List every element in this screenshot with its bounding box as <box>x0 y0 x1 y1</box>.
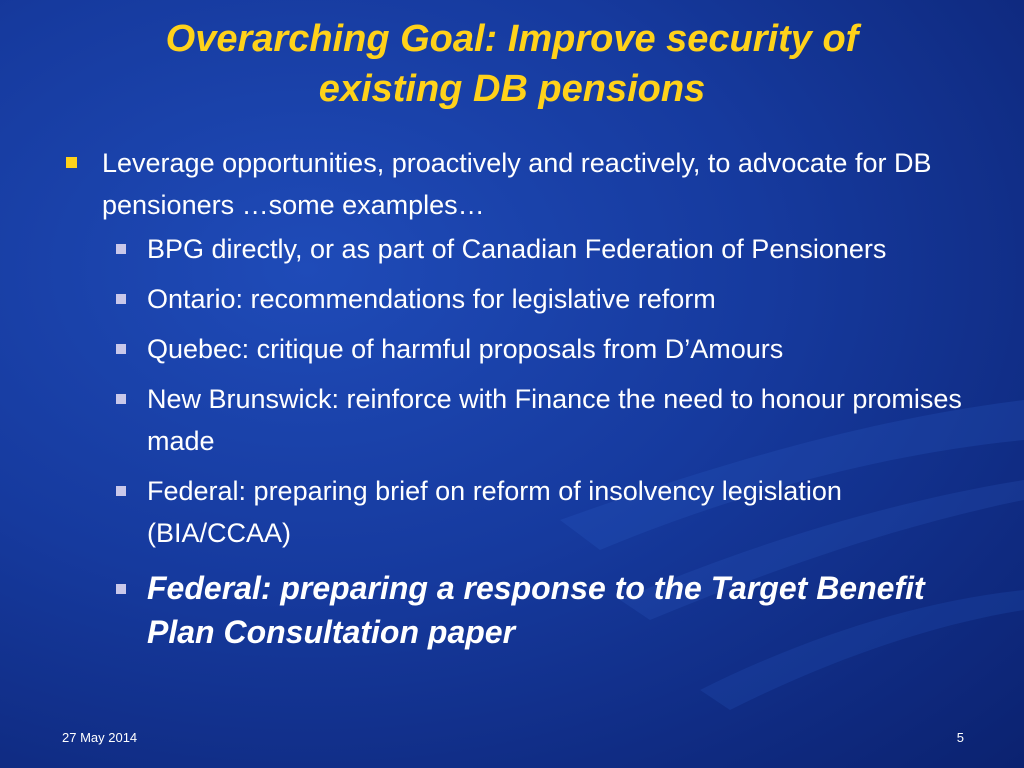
sub-bullet-item-emphasized <box>109 566 984 654</box>
sub-bullet-text: Ontario: recommendations for legislative reform <box>147 284 716 314</box>
sub-bullet-text: Federal: preparing a response to the Target Benefit Plan Consultation paper <box>147 570 925 650</box>
main-bullet-point <box>64 142 984 226</box>
square-bullet-icon <box>116 294 126 304</box>
footer-date: 27 May 2014 <box>62 730 138 745</box>
main-bullet-text: Leverage opportunities, proactively and reactively, to advocate for DB pensioners …some examples… <box>102 148 932 220</box>
slide-number: 5 <box>956 730 964 745</box>
sub-bullet-text: Quebec: critique of harmful proposals from D’Amours <box>147 334 784 364</box>
slide-title <box>40 14 984 114</box>
square-bullet-icon <box>116 584 126 594</box>
sub-bullet-item <box>109 470 984 554</box>
sub-bullet-item <box>109 328 984 370</box>
sub-bullet-text: Federal: preparing brief on reform of insolvency legislation (BIA/CCAA) <box>147 476 842 548</box>
slide-title-line-2: existing DB pensions <box>318 68 706 110</box>
square-bullet-icon <box>116 486 126 496</box>
square-bullet-icon <box>66 157 77 168</box>
sub-bullet-text: BPG directly, or as part of Canadian Federation of Pensioners <box>147 234 887 264</box>
slide-content <box>64 142 984 662</box>
sub-bullet-list <box>109 228 984 654</box>
square-bullet-icon <box>116 244 126 254</box>
sub-bullet-item <box>109 228 984 270</box>
square-bullet-icon <box>116 344 126 354</box>
sub-bullet-item <box>109 378 984 462</box>
sub-bullet-text: New Brunswick: reinforce with Finance the need to honour promises made <box>147 384 962 456</box>
slide-title-line-1: Overarching Goal: Improve security of <box>165 18 859 60</box>
square-bullet-icon <box>116 394 126 404</box>
sub-bullet-item <box>109 278 984 320</box>
